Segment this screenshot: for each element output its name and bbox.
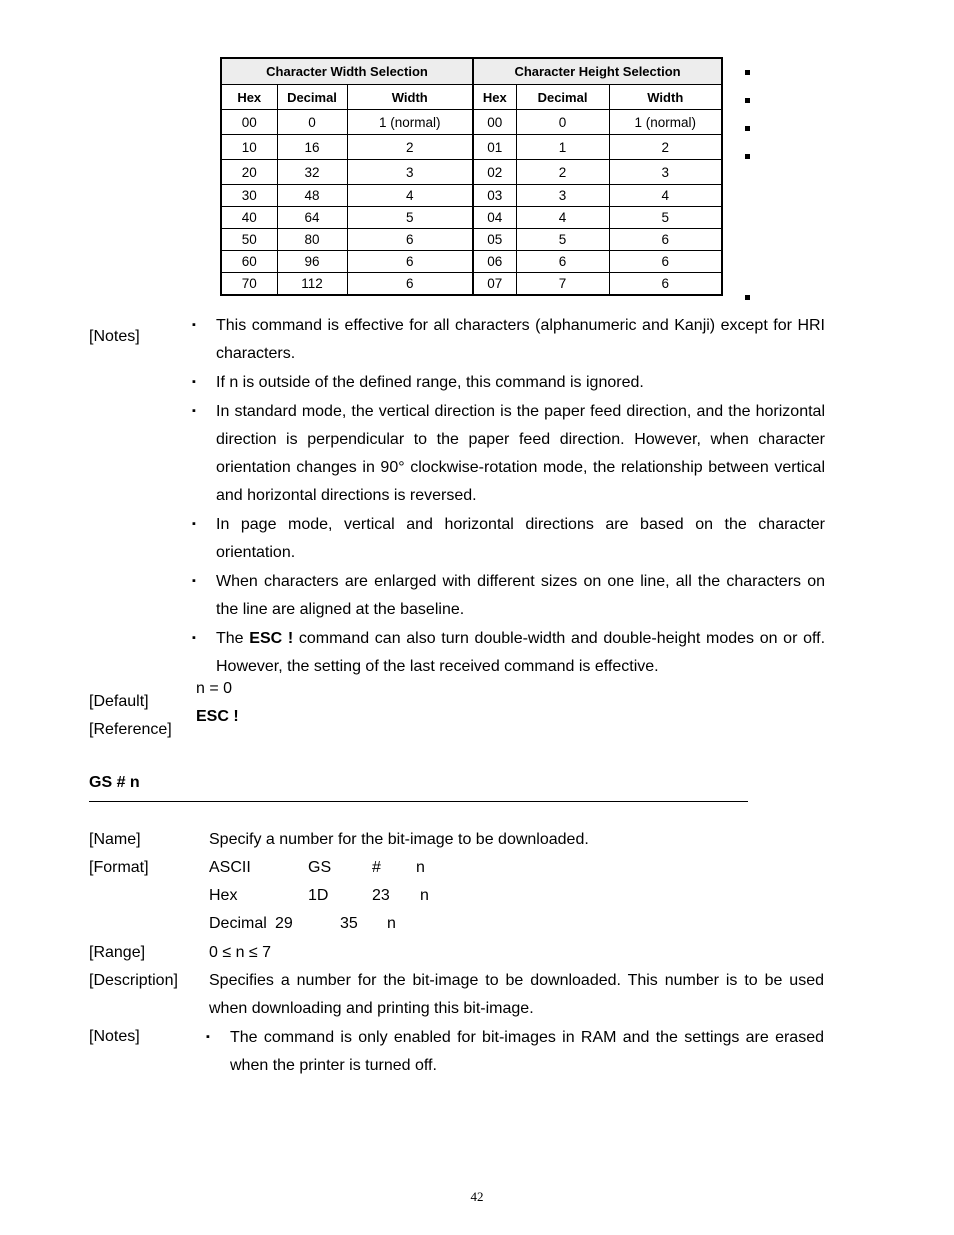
table-cell: 03 xyxy=(473,185,516,207)
table-cell: 40 xyxy=(221,207,277,229)
column-header: Hex xyxy=(473,85,516,110)
table-cell: 4 xyxy=(347,185,473,207)
bullet-icon: ▪ xyxy=(206,1031,210,1043)
table-cell: 3 xyxy=(609,160,722,185)
bullet-icon: ▪ xyxy=(192,518,196,530)
table-cell: 4 xyxy=(609,185,722,207)
list-item: ▪ When characters are enlarged with different sizes on one line, all the characters on the line are aligned at the baseline. xyxy=(204,567,825,624)
table-cell: 1 (normal) xyxy=(347,110,473,135)
height-selection-header: Character Height Selection xyxy=(473,58,722,85)
list-item: ▪ In standard mode, the vertical direction is the paper feed direction, and the horizontal direction is perpendicular to the paper feed direction. However, when character orientation changes in 90° clockwise-rotation mode, the relationship between vertical and horizontal directions is reversed. xyxy=(204,397,825,510)
table-cell: 6 xyxy=(609,273,722,296)
format-cell: 1D xyxy=(308,887,329,904)
table-cell: 64 xyxy=(277,207,347,229)
bullet-icon: ▪ xyxy=(192,319,196,331)
table-cell: 00 xyxy=(221,110,277,135)
format-cell: # xyxy=(372,859,381,876)
table-cell: 60 xyxy=(221,251,277,273)
format-cell: Decimal xyxy=(209,915,267,932)
format-cell: n xyxy=(420,887,429,904)
width-selection-header: Character Width Selection xyxy=(221,58,473,85)
table-cell: 6 xyxy=(347,229,473,251)
command-heading: GS # n xyxy=(89,774,140,791)
table-cell: 02 xyxy=(473,160,516,185)
page-number: 42 xyxy=(470,1189,484,1204)
table-cell: 1 (normal) xyxy=(609,110,722,135)
table-row xyxy=(221,110,722,135)
format-cell: n xyxy=(387,915,396,932)
table-cell: 6 xyxy=(516,251,609,273)
bullet-icon: ▪ xyxy=(192,575,196,587)
table-cell: 2 xyxy=(347,135,473,160)
table-cell: 2 xyxy=(516,160,609,185)
command-ref: ESC ! xyxy=(249,630,294,647)
bullet-icon: ▪ xyxy=(192,405,196,417)
format-cell: Hex xyxy=(209,887,238,904)
square-bullet-icon xyxy=(745,126,750,131)
reference-value: ESC ! xyxy=(196,708,239,725)
table-cell: 2 xyxy=(609,135,722,160)
default-value: n = 0 xyxy=(196,680,233,697)
column-header: Decimal xyxy=(516,85,609,110)
table-cell: 5 xyxy=(516,229,609,251)
notes-list-2 xyxy=(206,1023,824,1080)
table-cell: 01 xyxy=(473,135,516,160)
format-cell: 35 xyxy=(340,915,358,932)
table-cell: 80 xyxy=(277,229,347,251)
table-cell: 16 xyxy=(277,135,347,160)
table-row xyxy=(221,273,722,296)
format-cell: 23 xyxy=(372,887,390,904)
format-cell: GS xyxy=(308,859,332,876)
description-label: [Description] xyxy=(89,972,178,989)
table-cell: 48 xyxy=(277,185,347,207)
reference-label: [Reference] xyxy=(89,721,172,738)
list-item: ▪ In page mode, vertical and horizontal directions are based on the character orientation. xyxy=(204,510,825,567)
table-cell: 112 xyxy=(277,273,347,296)
notes-label: [Notes] xyxy=(89,328,140,345)
table-cell: 00 xyxy=(473,110,516,135)
notes-list xyxy=(192,311,826,681)
list-item: ▪ If n is outside of the defined range, this command is ignored. xyxy=(204,368,825,397)
table-cell: 3 xyxy=(347,160,473,185)
name-value: Specify a number for the bit-image to be downloaded. xyxy=(209,831,589,848)
heading-divider xyxy=(89,801,748,802)
table-row xyxy=(221,185,722,207)
list-item: ▪ The command is only enabled for bit-images in RAM and the settings are erased when the printer is turned off. xyxy=(218,1023,824,1080)
table-cell: 70 xyxy=(221,273,277,296)
table-cell: 50 xyxy=(221,229,277,251)
table-cell: 20 xyxy=(221,160,277,185)
description-value: Specifies a number for the bit-image to be downloaded. This number is to be used when downloading and printing this bit-image. xyxy=(209,972,824,1017)
bullet-icon: ▪ xyxy=(192,376,196,388)
square-bullet-icon xyxy=(745,154,750,159)
table-row xyxy=(221,160,722,185)
table-cell: 7 xyxy=(516,273,609,296)
square-bullet-icon xyxy=(745,98,750,103)
table-row xyxy=(221,251,722,273)
table-cell: 05 xyxy=(473,229,516,251)
format-cell: 29 xyxy=(275,915,293,932)
notes-label-2: [Notes] xyxy=(89,1028,140,1045)
column-header: Width xyxy=(347,85,473,110)
table-cell: 3 xyxy=(516,185,609,207)
table-cell: 0 xyxy=(277,110,347,135)
column-header: Decimal xyxy=(277,85,347,110)
table-cell: 6 xyxy=(347,251,473,273)
format-cell: ASCII xyxy=(209,859,251,876)
range-value: 0 ≤ n ≤ 7 xyxy=(209,944,272,961)
table-cell: 6 xyxy=(347,273,473,296)
square-bullet-icon xyxy=(745,70,750,75)
table-cell: 30 xyxy=(221,185,277,207)
table-row xyxy=(221,229,722,251)
name-label: [Name] xyxy=(89,831,141,848)
list-item: ▪ The ESC ! command can also turn double-width and double-height modes on or off. However, the setting of the last received command is effective. xyxy=(204,624,825,681)
table-cell: 32 xyxy=(277,160,347,185)
table-cell: 1 xyxy=(516,135,609,160)
table-cell: 6 xyxy=(609,251,722,273)
table-cell: 5 xyxy=(609,207,722,229)
table-cell: 96 xyxy=(277,251,347,273)
default-label: [Default] xyxy=(89,693,149,710)
column-header: Hex xyxy=(221,85,277,110)
column-header: Width xyxy=(609,85,722,110)
table-cell: 5 xyxy=(347,207,473,229)
table-cell: 06 xyxy=(473,251,516,273)
table-cell: 0 xyxy=(516,110,609,135)
table-cell: 10 xyxy=(221,135,277,160)
table-cell: 07 xyxy=(473,273,516,296)
table-cell: 04 xyxy=(473,207,516,229)
table-row xyxy=(221,135,722,160)
format-cell: n xyxy=(416,859,425,876)
character-size-table xyxy=(220,57,723,296)
list-item: ▪ This command is effective for all characters (alphanumeric and Kanji) except for HRI characters. xyxy=(204,311,825,368)
range-label: [Range] xyxy=(89,944,146,961)
table-row xyxy=(221,207,722,229)
table-cell: 4 xyxy=(516,207,609,229)
bullet-icon: ▪ xyxy=(192,632,196,644)
format-label: [Format] xyxy=(89,859,149,876)
square-bullet-icon xyxy=(745,295,750,300)
table-cell: 6 xyxy=(609,229,722,251)
